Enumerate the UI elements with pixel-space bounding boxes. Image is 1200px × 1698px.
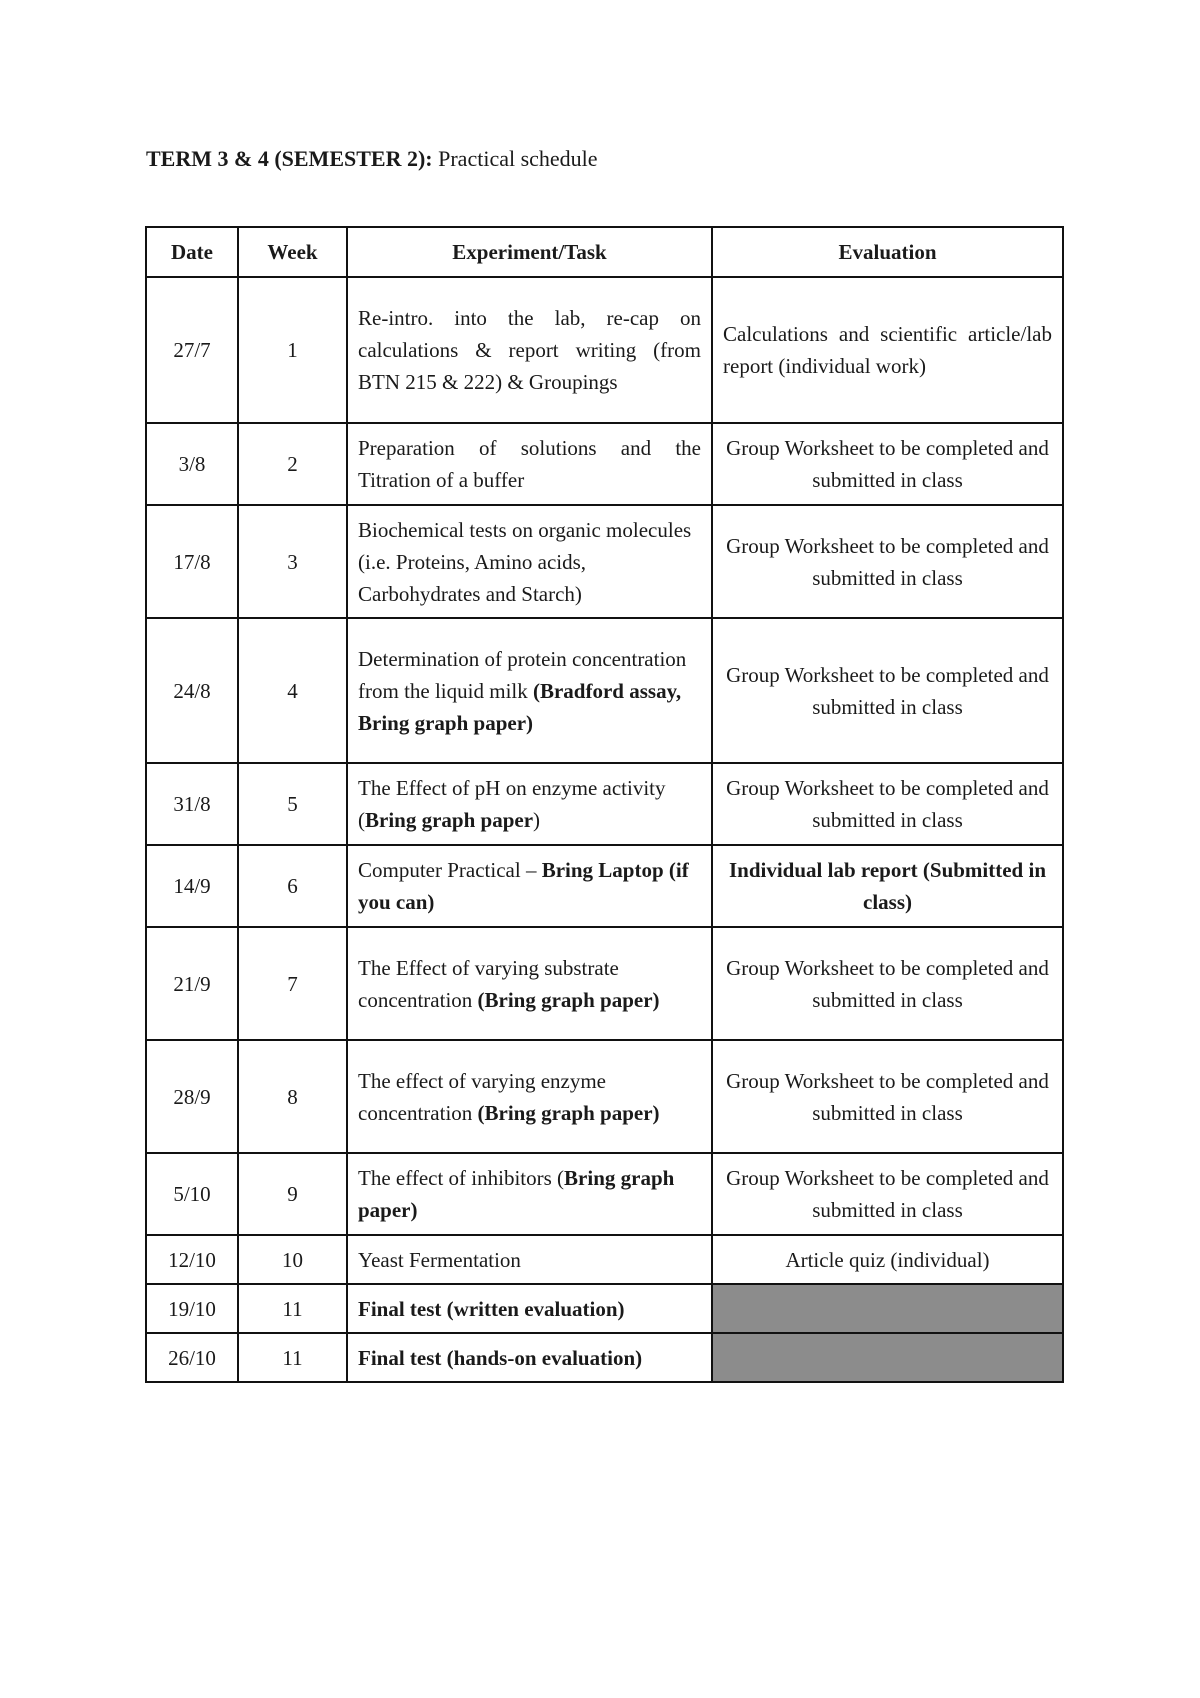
cell-date: 5/10 <box>146 1153 238 1235</box>
cell-week: 5 <box>238 763 347 845</box>
task-text-segment: Biochemical tests on organic molecules (i.e. Proteins, Amino acids, Carbohydrates and Starch) <box>358 517 692 606</box>
cell-task <box>347 423 712 505</box>
task-text-segment: Preparation of solutions and the Titration of a buffer <box>358 436 701 492</box>
cell-week: 6 <box>238 845 347 927</box>
cell-evaluation-shaded <box>712 1333 1063 1382</box>
cell-date: 27/7 <box>146 277 238 423</box>
cell-evaluation-shaded <box>712 1284 1063 1333</box>
cell-date: 3/8 <box>146 423 238 505</box>
cell-evaluation: Group Worksheet to be completed and submitted in class <box>712 505 1063 618</box>
table-row <box>146 505 1063 618</box>
cell-week: 11 <box>238 1333 347 1382</box>
cell-week: 7 <box>238 927 347 1040</box>
cell-date: 17/8 <box>146 505 238 618</box>
task-text-segment: The effect of varying enzyme concentration <box>358 1068 606 1125</box>
cell-task <box>347 1040 712 1153</box>
table-row <box>146 618 1063 763</box>
cell-evaluation: Group Worksheet to be completed and submitted in class <box>712 763 1063 845</box>
cell-week: 11 <box>238 1284 347 1333</box>
cell-week: 8 <box>238 1040 347 1153</box>
column-header-evaluation: Evaluation <box>712 227 1063 277</box>
schedule-table <box>145 226 1064 1383</box>
task-text-segment: Final test (written evaluation) <box>358 1296 625 1321</box>
table-row <box>146 1153 1063 1235</box>
cell-evaluation: Article quiz (individual) <box>712 1235 1063 1284</box>
cell-task <box>347 845 712 927</box>
page-title <box>146 146 598 172</box>
table-row <box>146 927 1063 1040</box>
table-row <box>146 845 1063 927</box>
task-text-segment: (Bradford assay, Bring graph paper) <box>358 678 682 735</box>
task-text-segment: Yeast Fermentation <box>358 1247 521 1272</box>
task-text-segment: Computer Practical – <box>358 858 542 882</box>
cell-task <box>347 927 712 1040</box>
cell-task <box>347 1284 712 1333</box>
cell-week: 10 <box>238 1235 347 1284</box>
cell-task <box>347 763 712 845</box>
cell-task <box>347 1153 712 1235</box>
column-header-week: Week <box>238 227 347 277</box>
cell-week: 9 <box>238 1153 347 1235</box>
table-row <box>146 1235 1063 1284</box>
cell-evaluation: Group Worksheet to be completed and submitted in class <box>712 618 1063 763</box>
cell-week: 3 <box>238 505 347 618</box>
cell-evaluation: Group Worksheet to be completed and submitted in class <box>712 1040 1063 1153</box>
column-header-date: Date <box>146 227 238 277</box>
task-text-segment: (Bring graph paper) <box>477 1100 660 1125</box>
task-text-segment: The effect of inhibitors ( <box>358 1166 565 1190</box>
cell-task <box>347 1235 712 1284</box>
task-text-segment: Bring Laptop (if you can) <box>358 858 689 914</box>
table-row <box>146 1284 1063 1333</box>
task-text-segment: ) <box>533 808 541 832</box>
task-text-segment: Bring graph paper <box>365 808 534 832</box>
cell-task <box>347 1333 712 1382</box>
table-row <box>146 423 1063 505</box>
cell-date: 28/9 <box>146 1040 238 1153</box>
table-row <box>146 1333 1063 1382</box>
task-text-segment: Bring graph paper) <box>358 1166 675 1222</box>
task-text-segment: Final test (hands-on evaluation) <box>358 1345 643 1370</box>
cell-evaluation: Group Worksheet to be completed and submitted in class <box>712 423 1063 505</box>
cell-date: 14/9 <box>146 845 238 927</box>
task-text-segment: The Effect of varying substrate concentration <box>358 955 619 1012</box>
task-text-segment: Re-intro. into the lab, re-cap on calculations & report writing (from BTN 215 & 222) & Groupings <box>358 306 701 394</box>
cell-date: 31/8 <box>146 763 238 845</box>
cell-evaluation: Calculations and scientific article/lab report (individual work) <box>712 277 1063 423</box>
cell-week: 2 <box>238 423 347 505</box>
page-title-bold: TERM 3 & 4 (SEMESTER 2): <box>146 146 433 171</box>
cell-week: 1 <box>238 277 347 423</box>
cell-date: 24/8 <box>146 618 238 763</box>
task-text-segment: The Effect of pH on enzyme activity ( <box>358 776 666 832</box>
cell-date: 19/10 <box>146 1284 238 1333</box>
cell-evaluation: Group Worksheet to be completed and submitted in class <box>712 1153 1063 1235</box>
column-header-task: Experiment/Task <box>347 227 712 277</box>
page-title-rest: Practical schedule <box>432 146 598 171</box>
cell-evaluation: Individual lab report (Submitted in class) <box>712 845 1063 927</box>
table-header-row <box>146 227 1063 277</box>
table-row <box>146 277 1063 423</box>
cell-evaluation: Group Worksheet to be completed and submitted in class <box>712 927 1063 1040</box>
cell-week: 4 <box>238 618 347 763</box>
task-text-segment: Determination of protein concentration from the liquid milk <box>358 646 687 703</box>
table-row <box>146 763 1063 845</box>
cell-task <box>347 277 712 423</box>
cell-date: 26/10 <box>146 1333 238 1382</box>
table-row <box>146 1040 1063 1153</box>
cell-task <box>347 618 712 763</box>
task-text-segment: (Bring graph paper) <box>477 987 660 1012</box>
cell-date: 21/9 <box>146 927 238 1040</box>
cell-date: 12/10 <box>146 1235 238 1284</box>
cell-task <box>347 505 712 618</box>
